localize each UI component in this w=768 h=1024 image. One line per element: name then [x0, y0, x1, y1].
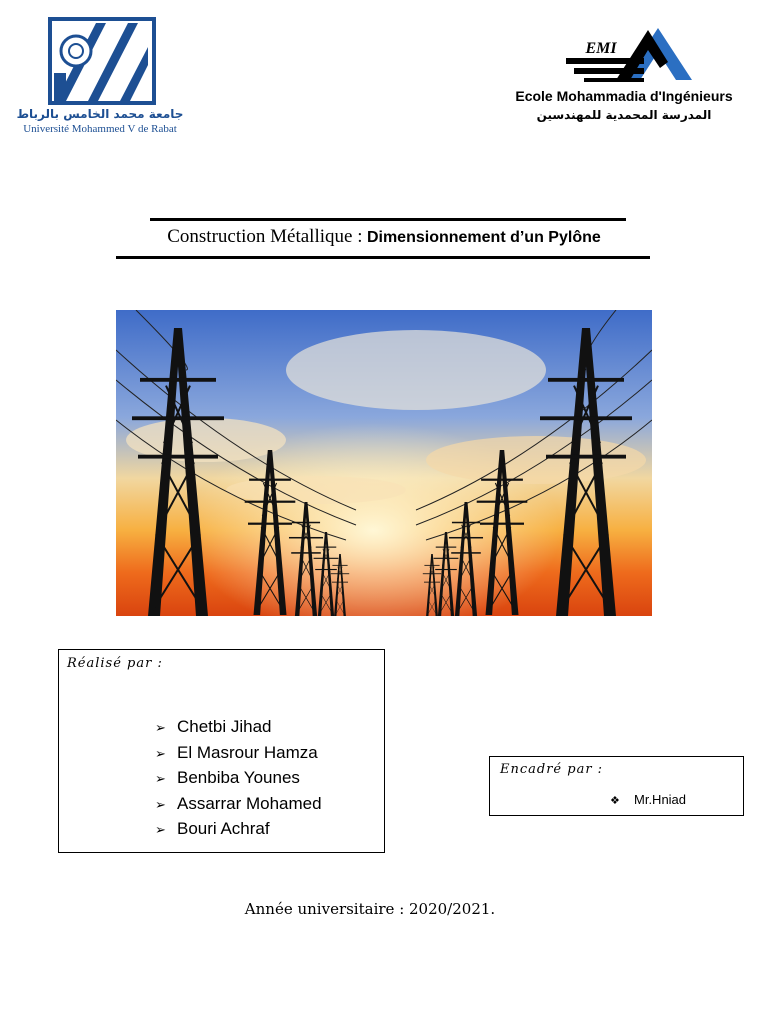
emi-emblem-icon [564, 22, 692, 84]
title-main: Construction Métallique : [167, 226, 363, 247]
power-pylons-photo [116, 310, 652, 616]
arrow-bullet-icon: ➢ [155, 822, 166, 837]
authors-list [155, 714, 322, 842]
supervisor-name: Mr.Hniad [634, 792, 687, 807]
author-name: Benbiba Younes [177, 768, 300, 787]
arrow-bullet-icon: ➢ [155, 796, 166, 812]
university-emblem-icon [48, 17, 158, 107]
university-logo [14, 15, 194, 135]
title-subtitle: Dimensionnement d’un Pylône [366, 229, 601, 246]
supervisor-label: Encadré par : [500, 762, 604, 777]
list-item [155, 714, 322, 740]
authors-box [58, 649, 385, 853]
school-name-french: Ecole Mohammadia d'Ingénieurs [515, 88, 733, 104]
academic-year: Année universitaire : 2020/2021. [244, 900, 496, 918]
emi-mark-text: EMI [585, 40, 617, 57]
diamond-bullet-icon: ❖ [610, 795, 620, 807]
arrow-bullet-icon: ➢ [155, 745, 166, 761]
school-name-arabic: المدرسة المحمدية للمهندسين [536, 108, 712, 122]
author-name: Chetbi Jihad [177, 717, 272, 736]
list-item [155, 740, 322, 766]
cover-photo [116, 310, 652, 616]
title-top-rule [150, 218, 626, 221]
supervisor-entry [610, 792, 686, 807]
university-name-french: Université Mohammed V de Rabat [23, 123, 177, 135]
authors-label: Réalisé par : [67, 656, 163, 671]
university-name-arabic: جامعة محمد الخامس بالرباط [16, 107, 184, 121]
author-name: Assarrar Mohamed [177, 793, 322, 813]
supervisor-box [489, 756, 744, 816]
arrow-bullet-icon: ➢ [155, 771, 166, 786]
list-item [155, 816, 322, 842]
author-name: Bouri Achraf [177, 819, 270, 838]
author-name: El Masrour Hamza [177, 742, 318, 762]
list-item [155, 765, 322, 791]
arrow-bullet-icon: ➢ [155, 720, 166, 735]
emi-logo [500, 22, 750, 127]
list-item [155, 791, 322, 817]
title-bottom-rule [116, 256, 650, 259]
document-title [110, 226, 658, 248]
